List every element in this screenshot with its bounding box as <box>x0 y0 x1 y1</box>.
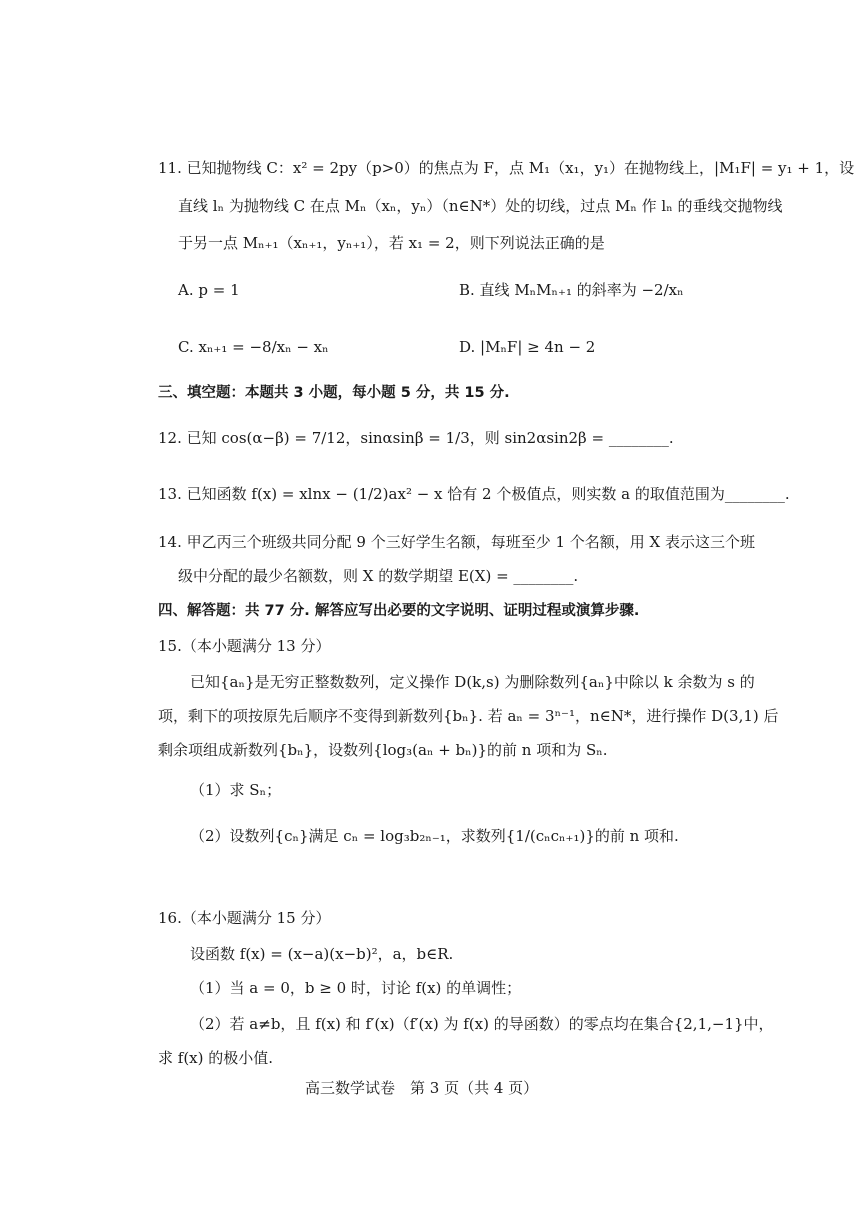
page-footer: 高三数学试卷 第 3 页（共 4 页） <box>305 1079 539 1097</box>
q11-option-c: C. xₙ₊₁ = −8/xₙ − xₙ <box>178 338 329 356</box>
q15-line3: 剩余项组成新数列{bₙ}，设数列{log₃(aₙ + bₙ)}的前 n 项和为 Sₙ. <box>158 741 608 759</box>
q16-line1: 设函数 f(x) = (x−a)(x−b)²，a，b∈R. <box>190 945 454 963</box>
q11-option-b: B. 直线 MₙMₙ₊₁ 的斜率为 −2/xₙ <box>459 281 684 299</box>
q11-line1: 11. 已知抛物线 C：x² = 2py（p>0）的焦点为 F，点 M₁（x₁，y₁）在抛物线上，|M₁F| = y₁ + 1，设 <box>158 159 855 177</box>
q14-line2: 级中分配的最少名额数，则 X 的数学期望 E(X) = ________. <box>178 567 579 585</box>
q13: 13. 已知函数 f(x) = xlnx − (1/2)ax² − x 恰有 2 个极值点，则实数 a 的取值范围为________. <box>158 485 790 503</box>
q16-head: 16.（本小题满分 15 分） <box>158 909 331 927</box>
section-4-heading: 四、解答题：共 77 分. 解答应写出必要的文字说明、证明过程或演算步骤. <box>158 603 640 619</box>
q15-part2: （2）设数列{cₙ}满足 cₙ = log₃b₂ₙ₋₁，求数列{1/(cₙcₙ₊₁)}的前 n 项和. <box>190 827 679 845</box>
q15-part1: （1）求 Sₙ； <box>190 781 282 799</box>
q11-line2: 直线 lₙ 为抛物线 C 在点 Mₙ（xₙ，yₙ）（n∈N*）处的切线，过点 Mₙ 作 lₙ 的垂线交抛物线 <box>178 197 783 215</box>
section-3-heading: 三、填空题：本题共 3 小题，每小题 5 分，共 15 分. <box>158 385 510 401</box>
q15-line2: 项，剩下的项按原先后顺序不变得到新数列{bₙ}. 若 aₙ = 3ⁿ⁻¹，n∈N*，进行操作 D(3,1) 后 <box>158 707 779 725</box>
q16-part2b: 求 f(x) 的极小值. <box>158 1049 274 1067</box>
q16-part2a: （2）若 a≠b，且 f(x) 和 f′(x)（f′(x) 为 f(x) 的导函数）的零点均在集合{2,1,−1}中， <box>190 1015 774 1033</box>
q16-part1: （1）当 a = 0，b ≥ 0 时，讨论 f(x) 的单调性； <box>190 979 522 997</box>
q11-option-d: D. |MₙF| ≥ 4n − 2 <box>459 338 596 356</box>
q11-line3: 于另一点 Mₙ₊₁（xₙ₊₁，yₙ₊₁），若 x₁ = 2，则下列说法正确的是 <box>178 234 605 252</box>
q15-line1: 已知{aₙ}是无穷正整数数列，定义操作 D(k,s) 为删除数列{aₙ}中除以 k 余数为 s 的 <box>190 673 755 691</box>
q12: 12. 已知 cos(α−β) = 7/12，sinαsinβ = 1/3，则 sin2αsin2β = ________. <box>158 429 674 447</box>
q11-option-a: A. p = 1 <box>178 281 240 299</box>
q14-line1: 14. 甲乙丙三个班级共同分配 9 个三好学生名额，每班至少 1 个名额，用 X 表示这三个班 <box>158 533 756 551</box>
q15-head: 15.（本小题满分 13 分） <box>158 637 331 655</box>
